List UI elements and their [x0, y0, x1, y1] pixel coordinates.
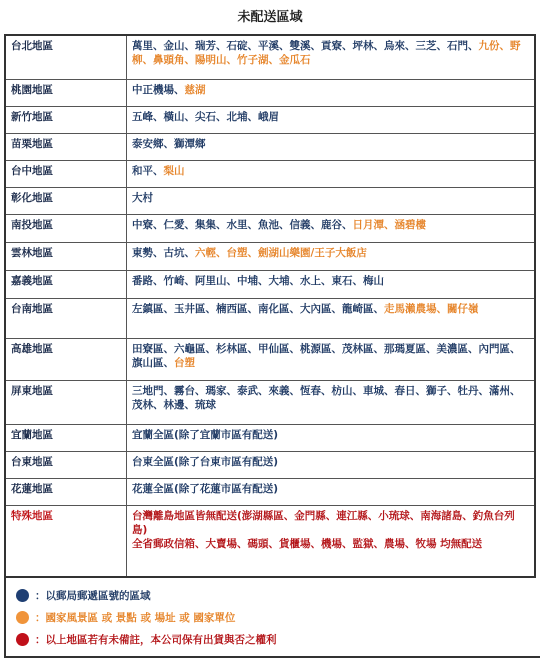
table-row [5, 478, 535, 505]
region-name: 屏東地區 [5, 380, 127, 424]
area-text-blue: 番路、竹崎、阿里山、中埔、大埔、水上、東石、梅山 [132, 274, 384, 287]
region-name: 台北地區 [5, 35, 127, 79]
area-text-red: 全省郵政信箱、大賣場、碼頭、貨櫃場、機場、監獄、農場、牧場 均無配送 [132, 537, 483, 550]
region-name: 新竹地區 [5, 106, 127, 133]
area-text-blue: 台東全區(除了台東市區有配送) [132, 455, 279, 468]
undelivered-areas [127, 214, 536, 242]
table-row [5, 451, 535, 478]
region-name: 台中地區 [5, 160, 127, 187]
region-name: 宜蘭地區 [5, 424, 127, 451]
legend-text: ：以上地區若有未備註，本公司保有出貨與否之權利 [35, 633, 277, 646]
undelivered-areas [127, 106, 536, 133]
area-text-blue: 大村 [132, 191, 153, 204]
table-row [5, 505, 535, 577]
table-row [5, 133, 535, 160]
area-text-blue: 萬里、金山、瑞芳、石碇、平溪、雙溪、貢寮、坪林、烏來、三芝、石門、 [132, 40, 479, 52]
undelivered-areas [127, 298, 536, 338]
region-name: 苗栗地區 [5, 133, 127, 160]
undelivered-areas [127, 505, 536, 577]
undelivered-areas [127, 338, 536, 380]
undelivered-areas [127, 478, 536, 505]
area-text-blue: 田寮區、六龜區、杉林區、甲仙區、桃源區、茂林區、那瑪夏區、美濃區、內門區、旗山區、 [132, 342, 521, 369]
table-row [5, 380, 535, 424]
undelivered-areas [127, 187, 536, 214]
region-name: 台南地區 [5, 298, 127, 338]
undelivered-areas [127, 424, 536, 451]
undelivered-regions-table [4, 34, 536, 578]
area-text-orange: 走馬瀨農場、關仔嶺 [384, 302, 479, 315]
area-text-red: 台灣離島地區皆無配送(澎湖縣區、金門縣、連江縣、小琉球、南海諸島、釣魚台列島) [132, 509, 515, 536]
region-name: 雲林地區 [5, 242, 127, 270]
area-text-blue: 泰安鄉、獅潭鄉 [132, 137, 206, 150]
undelivered-areas [127, 79, 536, 106]
table-row [5, 106, 535, 133]
area-text-blue: 宜蘭全區(除了宜蘭市區有配送) [132, 428, 279, 441]
region-name: 特殊地區 [5, 505, 127, 577]
area-text-blue: 中寮、仁愛、集集、水里、魚池、信義、鹿谷、 [132, 218, 353, 231]
region-name: 高雄地區 [5, 338, 127, 380]
table-body [5, 35, 535, 577]
area-text-orange: 日月潭、涵碧樓 [352, 218, 426, 231]
legend-dot-icon [16, 633, 29, 646]
undelivered-areas [127, 133, 536, 160]
area-text-orange: 慈湖 [184, 83, 206, 96]
area-text-orange: 六輕、台塑、劍湖山樂園/王子大飯店 [195, 246, 367, 259]
legend-text: ：國家風景區 或 景點 或 場址 或 國家單位 [35, 611, 236, 624]
area-text-blue: 中正機場、 [132, 83, 185, 96]
legend-dot-icon [16, 589, 29, 602]
table-row [5, 35, 535, 79]
undelivered-areas [127, 451, 536, 478]
region-name: 花蓮地區 [5, 478, 127, 505]
area-text-orange: 梨山 [163, 164, 185, 177]
undelivered-areas [127, 270, 536, 298]
legend-item [16, 606, 540, 628]
area-text-blue: 五峰、橫山、尖石、北埔、峨眉 [132, 110, 279, 123]
region-name: 台東地區 [5, 451, 127, 478]
table-row [5, 160, 535, 187]
legend-item [16, 584, 540, 606]
table-row [5, 214, 535, 242]
area-text-blue: 花蓮全區(除了花蓮市區有配送) [132, 482, 279, 495]
region-name: 桃園地區 [5, 79, 127, 106]
table-row [5, 424, 535, 451]
area-text-blue: 左鎮區、玉井區、楠西區、南化區、大內區、龍崎區、 [132, 302, 384, 315]
legend-item [16, 628, 540, 650]
table-row [5, 242, 535, 270]
area-text-blue: 東勢、古坑、 [132, 246, 195, 259]
page-title: 未配送區域 [237, 10, 303, 25]
undelivered-areas [127, 35, 536, 79]
area-text-orange: 台塑 [174, 356, 195, 369]
legend-dot-icon [16, 611, 29, 624]
region-name: 南投地區 [5, 214, 127, 242]
table-row [5, 270, 535, 298]
undelivered-areas [127, 380, 536, 424]
table-row [5, 338, 535, 380]
region-name: 嘉義地區 [5, 270, 127, 298]
table-row [5, 298, 535, 338]
legend-text: ：以郵局郵遞區號的區域 [35, 589, 151, 602]
undelivered-areas [127, 160, 536, 187]
area-text-blue: 三地門、霧台、瑪家、泰武、來義、恆春、枋山、車城、春日、獅子、牡丹、滿州、茂林、林邊、琉球 [132, 384, 521, 411]
undelivered-areas [127, 242, 536, 270]
area-text-blue: 和平、 [132, 164, 164, 177]
table-row [5, 79, 535, 106]
legend [4, 578, 540, 658]
table-row [5, 187, 535, 214]
region-name: 彰化地區 [5, 187, 127, 214]
area-text-orange: 九份、野柳、鼻頭角、陽明山、竹子湖、金瓜石 [132, 40, 521, 66]
